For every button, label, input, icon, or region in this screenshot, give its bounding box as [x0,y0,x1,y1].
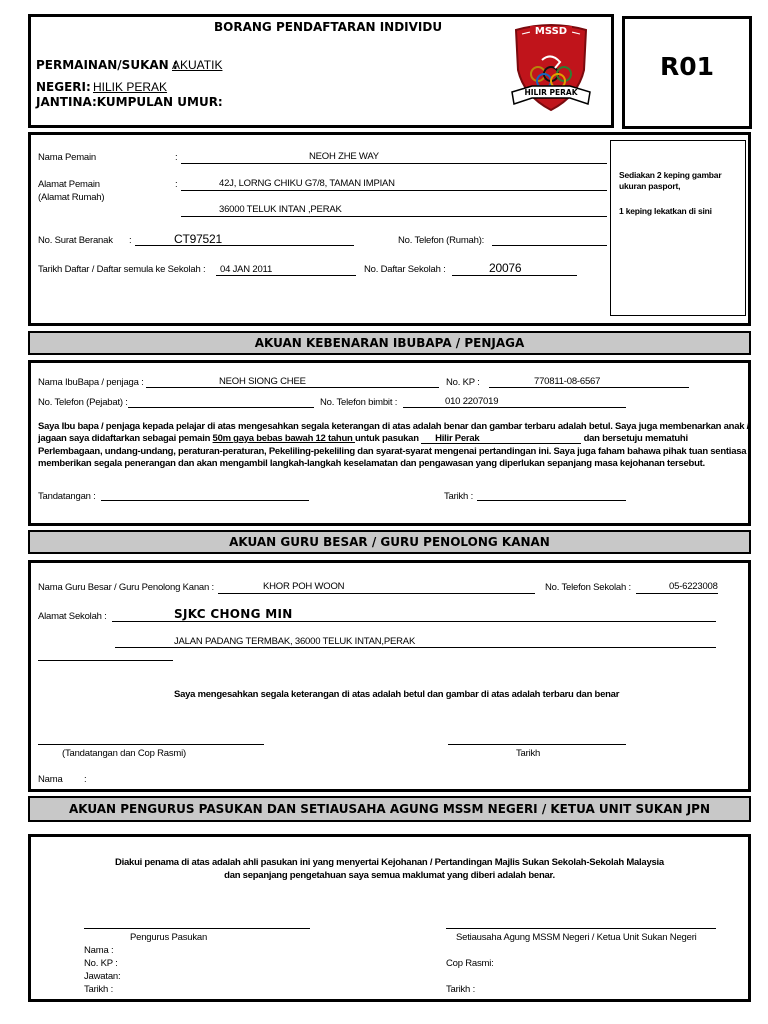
team-value: Hilir Perak [435,433,480,444]
telefon-rumah-label: No. Telefon (Rumah): [398,235,485,246]
photo-box [610,140,746,316]
setiausaha-title: Setiausaha Agung MSSM Negeri / Ketua Unit Sukan Negeri [456,932,697,943]
nama-ibubapa-line [146,387,439,388]
nama-guru-line [218,593,535,594]
telefon-pejabat-label: No. Telefon (Pejabat) : [38,397,128,408]
nama-guru-value: KHOR POH WOON [263,581,345,592]
colon: : [175,152,178,163]
pengurus-jawatan: Jawatan: [84,971,121,982]
no-kp-value: 770811-08-6567 [534,376,601,387]
tarikh-daftar-line [216,275,356,276]
alamat-value-2: 36000 TELUK INTAN ,PERAK [219,204,342,215]
telefon-sekolah-value: 05-6223008 [669,581,718,592]
form-title: BORANG PENDAFTARAN INDIVIDU [214,20,443,34]
event-value: 50m gaya bebas bawah 12 tahun [212,433,355,444]
alamat-sekolah-line-1 [112,621,716,622]
pengurus-sign-line [84,928,310,929]
daftar-sekolah-line [452,275,577,276]
telefon-bimbit-value: 010 2207019 [445,396,499,407]
pengurus-tarikh: Tarikh : [84,984,114,995]
photo-instruction-3: 1 keping lekatkan di sini [619,206,712,216]
daftar-sekolah-value: 20076 [489,261,522,275]
manager-statement-1: Diakui penama di atas adalah ahli pasukan ini yang menyertai Kejohanan / Pertandingan Majlis Sukan Sekolah-Sekolah Malaysia [115,857,664,868]
tandatangan-label: Tandatangan : [38,491,96,502]
setiausaha-tarikh: Tarikh : [446,984,476,995]
principal-statement: Saya mengesahkan segala keterangan di atas adalah betul dan gambar di atas adalah terbaru dan benar [174,689,620,700]
telefon-bimbit-line [403,407,626,408]
nama-ibubapa-value: NEOH SIONG CHEE [219,376,306,387]
principal-tarikh-label: Tarikh [516,748,541,759]
pengurus-nama: Nama : [84,945,114,956]
pengurus-kp: No. KP : [84,958,118,969]
telefon-rumah-line [492,245,607,246]
telefon-sekolah-label: No. Telefon Sekolah : [545,582,631,593]
alamat-value-1: 42J, LORNG CHIKU G7/8, TAMAN IMPIAN [219,178,395,189]
parent-section-band: AKUAN KEBENARAN IBUBAPA / PENJAGA [28,331,751,355]
manager-statement-2: dan sepanjang pengetahuan saya semua maklumat yang diberi adalah benar. [224,870,555,881]
negeri-value: HILIK PERAK [93,80,168,94]
permainan-label: PERMAINAN/SUKAN : [36,58,178,72]
declaration-text: dan bersetuju mematuhi [583,433,688,444]
alamat-rumah-label: (Alamat Rumah) [38,192,105,203]
parent-tarikh-label: Tarikh : [444,491,474,502]
tarikh-daftar-label: Tarikh Daftar / Daftar semula ke Sekolah : [38,264,206,275]
nama-pemain-line [181,163,607,164]
nama-pemain-value: NEOH ZHE WAY [309,151,379,162]
alamat-sekolah-line-3 [38,660,173,661]
surat-beranak-value: CT97521 [174,232,222,246]
sekolah-name-value: SJKC CHONG MIN [174,607,293,621]
logo-top-text: MSSD [534,26,568,37]
cop-rasmi-label: Cop Rasmi: [446,958,494,969]
nama-ibubapa-label: Nama IbuBapa / penjaga : [38,377,144,388]
manager-section-band: AKUAN PENGURUS PASUKAN DAN SETIAUSAHA AGUNG MSSM NEGERI / KETUA UNIT SUKAN JPN [28,796,751,822]
colon: : [175,179,178,190]
pengurus-title: Pengurus Pasukan [130,932,208,943]
jantina-label: JANTINA:KUMPULAN UMUR: [36,95,223,109]
alamat-line-2 [181,216,607,217]
setiausaha-sign-line [446,928,716,929]
parent-declaration-line-2 [38,433,688,446]
principal-nama-label: Nama [38,774,63,785]
declaration-text: untuk pasukan [354,433,422,444]
parent-declaration-line-3: Perlembagaan, undang-undang, peraturan-peraturan, Pekeliling-pekeliling dan syarat-syarat mengenai pertandingan ini. Saya juga faham bahawa pihak tuan sentiasa [38,446,747,457]
parent-declaration-line-4: memberikan segala penerangan dan akan mengambil langkah-langkah keselamatan dan pengawasan yang diperlukan sepanjang masa kejohanan tersebut. [38,458,705,469]
no-kp-line [489,387,689,388]
alamat-sekolah-label: Alamat Sekolah : [38,611,107,622]
team-value-wrap [421,433,581,444]
nama-guru-label: Nama Guru Besar / Guru Penolong Kanan : [38,582,214,593]
permainan-value: AKUATIK [172,58,223,72]
colon: : [129,235,132,246]
form-code: R01 [659,52,715,81]
principal-tarikh-line [448,744,626,745]
alamat-sekolah-line-2 [115,647,716,648]
photo-instruction-2: ukuran pasport, [619,181,681,191]
no-kp-label: No. KP : [446,377,480,388]
principal-nama-colon: : [84,774,87,785]
telefon-pejabat-line [128,407,314,408]
principal-sign-line [38,744,264,745]
tandatangan-line [101,500,309,501]
daftar-sekolah-label: No. Daftar Sekolah : [364,264,446,275]
principal-sign-label: (Tandatangan dan Cop Rasmi) [62,748,186,759]
telefon-bimbit-label: No. Telefon bimbit : [320,397,398,408]
alamat-sekolah-value: JALAN PADANG TERMBAK, 36000 TELUK INTAN,PERAK [174,636,416,647]
alamat-pemain-label: Alamat Pemain [38,179,100,190]
tarikh-daftar-value: 04 JAN 2011 [220,264,273,275]
declaration-text: jagaan saya didaftarkan sebagai pemain [38,433,213,444]
surat-beranak-line [135,245,354,246]
parent-declaration-line-1: Saya Ibu bapa / penjaga kepada pelajar di atas mengesahkan segala keterangan di atas adalah benar dan gambar terbaru adalah betul. Saya juga membenarkan anak / [38,421,750,432]
negeri-label: NEGERI: [36,80,91,94]
mssd-logo [508,22,594,114]
logo-bottom-text: HILIR PERAK [524,88,578,97]
photo-instruction-1: Sediakan 2 keping gambar [619,170,722,180]
nama-pemain-label: Nama Pemain [38,152,96,163]
parent-tarikh-line [477,500,626,501]
surat-beranak-label: No. Surat Beranak [38,235,113,246]
alamat-line-1 [181,190,607,191]
principal-section-band: AKUAN GURU BESAR / GURU PENOLONG KANAN [28,530,751,554]
telefon-sekolah-line [636,593,718,594]
